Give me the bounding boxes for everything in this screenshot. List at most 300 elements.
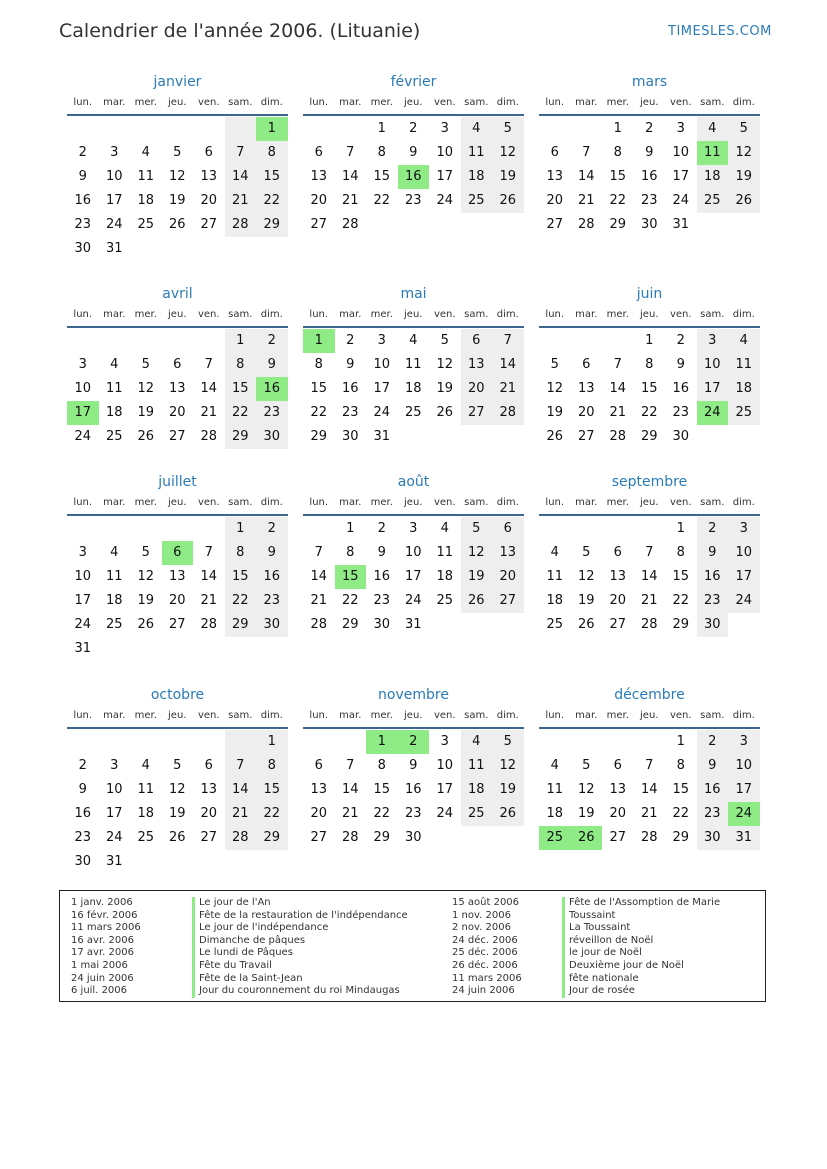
day-cell: 14 [577, 169, 595, 184]
day-cell: 8 [676, 545, 685, 560]
day-cell: 30 [672, 429, 690, 444]
day-cell: 26 [137, 429, 155, 444]
day-cell: 16 [672, 381, 690, 396]
weekday-label: lun. [545, 97, 565, 108]
day-cell: 2 [346, 333, 355, 348]
empty-day-cell [539, 329, 571, 353]
day-cell: 4 [409, 333, 418, 348]
day-cell: 3 [78, 545, 87, 560]
legend-holiday-name: La Toussaint [562, 922, 720, 935]
day-cell: 6 [314, 145, 323, 160]
day-grid [303, 517, 524, 637]
day-cell: 6 [173, 357, 182, 372]
weekday-label: mer. [370, 97, 393, 108]
legend-holiday-name: fête nationale [562, 973, 720, 986]
day-cell: 16 [373, 569, 391, 584]
day-cell: 14 [640, 569, 658, 584]
weekday-label: dim. [260, 309, 283, 320]
empty-day-cell [303, 117, 335, 141]
day-cell: 12 [577, 569, 595, 584]
day-cell: 24 [105, 830, 123, 845]
day-cell: 12 [137, 569, 155, 584]
legend-holiday-name: Toussaint [562, 910, 720, 923]
day-cell: 4 [728, 329, 760, 353]
day-cell: 2 [697, 730, 729, 754]
legend-date: 1 mai 2006 [71, 959, 128, 971]
day-cell: 10 [728, 754, 760, 778]
day-cell: 12 [137, 381, 155, 396]
day-cell: 15 [609, 169, 627, 184]
day-cell: 30 [697, 826, 729, 850]
day-cell: 11 [461, 754, 493, 778]
legend-date: 11 mars 2006 [452, 972, 522, 984]
day-cell: 29 [256, 213, 288, 237]
day-cell: 22 [640, 405, 658, 420]
day-cell: 29 [672, 617, 690, 632]
weekday-label: jeu. [640, 309, 659, 320]
weekday-header [67, 309, 288, 323]
day-cell: 19 [168, 806, 186, 821]
day-cell: 31 [74, 641, 92, 656]
day-cell: 11 [436, 545, 454, 560]
day-cell: 28 [341, 830, 359, 845]
day-cell: 23 [404, 806, 422, 821]
day-cell: 30 [341, 429, 359, 444]
header-divider [67, 514, 288, 516]
legend-right-dates [452, 897, 522, 998]
empty-day-cell [130, 517, 162, 541]
day-cell: 14 [225, 165, 257, 189]
weekday-label: lun. [309, 497, 329, 508]
day-cell: 29 [640, 429, 658, 444]
weekday-header [67, 497, 288, 511]
legend-holiday-name: Le jour de l'An [192, 897, 408, 910]
weekday-label: sam. [228, 497, 253, 508]
day-cell: 21 [200, 593, 218, 608]
day-cell: 22 [310, 405, 328, 420]
day-cell: 25 [137, 217, 155, 232]
day-cell: 17 [105, 806, 123, 821]
day-cell: 26 [461, 589, 493, 613]
day-cell: 29 [609, 217, 627, 232]
empty-day-cell [130, 117, 162, 141]
day-cell: 8 [645, 357, 654, 372]
day-cell: 11 [105, 381, 123, 396]
empty-day-cell [602, 730, 634, 754]
day-cell: 31 [373, 429, 391, 444]
weekday-label: dim. [732, 97, 755, 108]
header-divider [67, 727, 288, 729]
weekday-label: ven. [433, 309, 456, 320]
day-cell: 31 [105, 241, 123, 256]
empty-day-cell [99, 117, 131, 141]
day-cell: 20 [609, 806, 627, 821]
holiday-day-cell: 16 [398, 165, 430, 189]
day-cell: 7 [346, 145, 355, 160]
day-cell: 21 [225, 802, 257, 826]
legend-holiday-name: réveillon de Noël [562, 935, 720, 948]
weekday-header [303, 497, 524, 511]
day-cell: 4 [110, 357, 119, 372]
day-cell: 4 [697, 117, 729, 141]
day-grid [539, 329, 760, 449]
day-cell: 22 [609, 193, 627, 208]
day-cell: 17 [672, 169, 690, 184]
month-calendar [303, 284, 524, 449]
month-name: octobre [150, 687, 205, 703]
day-cell: 30 [373, 617, 391, 632]
legend-holiday-name: Deuxième jour de Noël [562, 960, 720, 973]
weekday-label: ven. [433, 97, 456, 108]
legend-right-names [562, 897, 720, 998]
day-cell: 8 [676, 758, 685, 773]
empty-day-cell [162, 329, 194, 353]
day-cell: 9 [697, 541, 729, 565]
month-name: février [390, 74, 437, 90]
legend-left-dates [71, 897, 141, 998]
day-cell: 19 [168, 193, 186, 208]
day-cell: 3 [697, 329, 729, 353]
weekday-label: lun. [545, 309, 565, 320]
weekday-label: sam. [228, 309, 253, 320]
weekday-label: dim. [260, 97, 283, 108]
day-cell: 22 [373, 806, 391, 821]
day-cell: 7 [645, 758, 654, 773]
day-cell: 9 [409, 758, 418, 773]
weekday-label: mer. [134, 97, 157, 108]
legend-date: 17 avr. 2006 [71, 947, 134, 959]
weekday-label: mer. [606, 97, 629, 108]
day-cell: 1 [346, 521, 355, 536]
day-cell: 2 [256, 329, 288, 353]
day-cell: 15 [225, 565, 257, 589]
legend-holiday-name: le jour de Noël [562, 947, 720, 960]
day-cell: 29 [373, 830, 391, 845]
header-divider [303, 114, 524, 116]
weekday-label: jeu. [404, 97, 423, 108]
day-cell: 22 [256, 189, 288, 213]
day-cell: 2 [78, 145, 87, 160]
weekday-label: lun. [73, 710, 93, 721]
day-cell: 5 [728, 117, 760, 141]
legend-date: 16 févr. 2006 [71, 909, 138, 921]
day-cell: 6 [613, 758, 622, 773]
day-cell: 16 [640, 169, 658, 184]
weekday-label: dim. [496, 97, 519, 108]
holiday-day-cell: 6 [162, 541, 194, 565]
day-cell: 23 [256, 401, 288, 425]
day-grid [303, 730, 524, 850]
weekday-label: ven. [669, 309, 692, 320]
day-cell: 25 [404, 405, 422, 420]
day-cell: 11 [105, 569, 123, 584]
day-cell: 26 [436, 405, 454, 420]
weekday-label: sam. [228, 710, 253, 721]
day-cell: 24 [74, 617, 92, 632]
weekday-label: mar. [103, 497, 126, 508]
day-cell: 27 [200, 217, 218, 232]
day-cell: 13 [168, 569, 186, 584]
empty-day-cell [193, 329, 225, 353]
day-cell: 4 [141, 145, 150, 160]
day-cell: 18 [461, 165, 493, 189]
day-cell: 8 [225, 353, 257, 377]
day-grid [539, 117, 760, 237]
day-cell: 3 [728, 730, 760, 754]
day-cell: 20 [168, 405, 186, 420]
day-cell: 18 [546, 806, 564, 821]
day-cell: 17 [373, 381, 391, 396]
day-cell: 28 [577, 217, 595, 232]
day-cell: 12 [728, 141, 760, 165]
empty-day-cell [602, 517, 634, 541]
weekday-label: dim. [732, 309, 755, 320]
day-cell: 7 [314, 545, 323, 560]
day-cell: 18 [697, 165, 729, 189]
day-cell: 17 [728, 778, 760, 802]
header-divider [303, 326, 524, 328]
legend-date: 2 nov. 2006 [452, 922, 511, 934]
day-cell: 18 [436, 569, 454, 584]
day-cell: 30 [697, 613, 729, 637]
day-cell: 1 [645, 333, 654, 348]
weekday-label: mer. [606, 309, 629, 320]
day-cell: 28 [492, 401, 524, 425]
legend-holiday-name: Jour de rosée [562, 985, 720, 998]
holiday-legend [59, 890, 766, 1002]
weekday-label: dim. [260, 497, 283, 508]
weekday-label: sam. [464, 97, 489, 108]
day-cell: 4 [141, 758, 150, 773]
day-cell: 25 [461, 802, 493, 826]
holiday-day-cell: 17 [67, 401, 99, 425]
month-name: août [397, 474, 430, 490]
day-cell: 21 [492, 377, 524, 401]
weekday-label: dim. [496, 309, 519, 320]
holiday-day-cell: 25 [539, 826, 571, 850]
empty-day-cell [193, 117, 225, 141]
day-cell: 10 [672, 145, 690, 160]
legend-date: 24 déc. 2006 [452, 934, 518, 946]
weekday-label: dim. [496, 710, 519, 721]
day-cell: 23 [256, 589, 288, 613]
weekday-header [539, 309, 760, 323]
day-cell: 7 [645, 545, 654, 560]
weekday-label: jeu. [168, 309, 187, 320]
weekday-label: sam. [228, 97, 253, 108]
day-cell: 23 [697, 802, 729, 826]
day-cell: 30 [256, 613, 288, 637]
legend-date: 24 juin 2006 [71, 972, 134, 984]
day-cell: 6 [461, 329, 493, 353]
day-cell: 9 [645, 145, 654, 160]
day-cell: 23 [640, 193, 658, 208]
weekday-label: mer. [134, 309, 157, 320]
day-cell: 24 [373, 405, 391, 420]
month-name: novembre [378, 687, 449, 703]
weekday-label: ven. [197, 710, 220, 721]
month-calendar [67, 685, 288, 874]
day-cell: 9 [346, 357, 355, 372]
day-cell: 23 [74, 830, 92, 845]
day-cell: 13 [200, 169, 218, 184]
empty-day-cell [67, 517, 99, 541]
header-divider [67, 114, 288, 116]
day-cell: 7 [582, 145, 591, 160]
month-calendar [303, 685, 524, 850]
empty-day-cell [539, 730, 571, 754]
day-cell: 4 [110, 545, 119, 560]
day-cell: 27 [310, 830, 328, 845]
day-cell: 8 [377, 145, 386, 160]
day-cell: 23 [672, 405, 690, 420]
day-cell: 26 [168, 217, 186, 232]
month-name: juillet [158, 474, 197, 490]
day-cell: 25 [697, 189, 729, 213]
empty-day-cell [67, 730, 99, 754]
day-cell: 16 [74, 193, 92, 208]
day-cell: 25 [728, 401, 760, 425]
day-cell: 21 [341, 806, 359, 821]
day-cell: 20 [310, 806, 328, 821]
day-cell: 12 [168, 782, 186, 797]
day-cell: 15 [672, 569, 690, 584]
day-cell: 15 [373, 169, 391, 184]
day-cell: 2 [676, 333, 685, 348]
empty-day-cell [225, 730, 257, 754]
day-cell: 15 [672, 782, 690, 797]
holiday-day-cell: 24 [728, 802, 760, 826]
day-cell: 28 [341, 217, 359, 232]
day-cell: 28 [310, 617, 328, 632]
day-cell: 25 [436, 593, 454, 608]
empty-day-cell [335, 730, 367, 754]
day-cell: 7 [204, 357, 213, 372]
day-cell: 20 [461, 377, 493, 401]
brand-link[interactable]: TIMESLES.COM [668, 24, 772, 39]
day-cell: 28 [225, 826, 257, 850]
day-cell: 16 [697, 778, 729, 802]
day-cell: 25 [105, 429, 123, 444]
day-cell: 7 [613, 357, 622, 372]
day-cell: 13 [461, 353, 493, 377]
day-cell: 13 [546, 169, 564, 184]
day-cell: 6 [613, 545, 622, 560]
day-cell: 24 [105, 217, 123, 232]
day-cell: 25 [137, 830, 155, 845]
day-cell: 17 [697, 377, 729, 401]
day-cell: 30 [256, 425, 288, 449]
day-cell: 28 [200, 429, 218, 444]
day-cell: 5 [141, 357, 150, 372]
weekday-label: ven. [669, 497, 692, 508]
day-cell: 30 [74, 241, 92, 256]
day-cell: 10 [728, 541, 760, 565]
day-cell: 27 [492, 589, 524, 613]
day-cell: 18 [728, 377, 760, 401]
day-cell: 12 [546, 381, 564, 396]
weekday-label: dim. [732, 497, 755, 508]
weekday-label: mar. [103, 309, 126, 320]
weekday-label: mar. [103, 710, 126, 721]
day-cell: 11 [404, 357, 422, 372]
day-cell: 8 [377, 758, 386, 773]
day-cell: 2 [645, 121, 654, 136]
weekday-label: ven. [197, 497, 220, 508]
day-cell: 3 [110, 145, 119, 160]
day-cell: 28 [200, 617, 218, 632]
empty-day-cell [130, 730, 162, 754]
day-cell: 8 [225, 541, 257, 565]
empty-day-cell [99, 329, 131, 353]
holiday-day-cell: 1 [366, 730, 398, 754]
day-cell: 13 [492, 541, 524, 565]
day-cell: 20 [492, 565, 524, 589]
day-cell: 30 [404, 830, 422, 845]
weekday-label: ven. [669, 97, 692, 108]
holiday-day-cell: 1 [256, 117, 288, 141]
empty-day-cell [571, 117, 603, 141]
day-cell: 28 [225, 213, 257, 237]
day-cell: 27 [461, 401, 493, 425]
day-cell: 18 [137, 193, 155, 208]
day-cell: 6 [204, 758, 213, 773]
month-calendar [303, 72, 524, 237]
day-cell: 25 [546, 617, 564, 632]
day-cell: 1 [225, 517, 257, 541]
day-cell: 1 [676, 734, 685, 749]
day-cell: 7 [492, 329, 524, 353]
day-cell: 26 [546, 429, 564, 444]
day-cell: 31 [404, 617, 422, 632]
day-cell: 26 [728, 189, 760, 213]
legend-holiday-name: Le jour de l'indépendance [192, 922, 408, 935]
day-grid [67, 730, 288, 874]
weekday-label: dim. [260, 710, 283, 721]
weekday-label: dim. [496, 497, 519, 508]
day-cell: 9 [78, 169, 87, 184]
day-cell: 3 [676, 121, 685, 136]
day-cell: 22 [672, 593, 690, 608]
day-cell: 28 [640, 617, 658, 632]
month-name: avril [162, 286, 193, 302]
day-cell: 6 [314, 758, 323, 773]
weekday-header [539, 710, 760, 724]
header-divider [303, 727, 524, 729]
day-cell: 3 [78, 357, 87, 372]
day-cell: 7 [225, 754, 257, 778]
weekday-header [303, 710, 524, 724]
day-cell: 6 [582, 357, 591, 372]
weekday-label: lun. [545, 710, 565, 721]
day-cell: 23 [697, 589, 729, 613]
day-cell: 2 [697, 517, 729, 541]
day-cell: 8 [256, 754, 288, 778]
weekday-label: mar. [575, 97, 598, 108]
day-cell: 14 [341, 782, 359, 797]
day-cell: 4 [550, 758, 559, 773]
day-cell: 15 [640, 381, 658, 396]
empty-day-cell [162, 517, 194, 541]
month-calendar [67, 72, 288, 261]
day-cell: 23 [404, 193, 422, 208]
day-cell: 27 [577, 429, 595, 444]
day-cell: 22 [672, 806, 690, 821]
day-cell: 9 [697, 754, 729, 778]
weekday-label: mer. [606, 497, 629, 508]
weekday-label: mar. [575, 710, 598, 721]
empty-day-cell [571, 730, 603, 754]
